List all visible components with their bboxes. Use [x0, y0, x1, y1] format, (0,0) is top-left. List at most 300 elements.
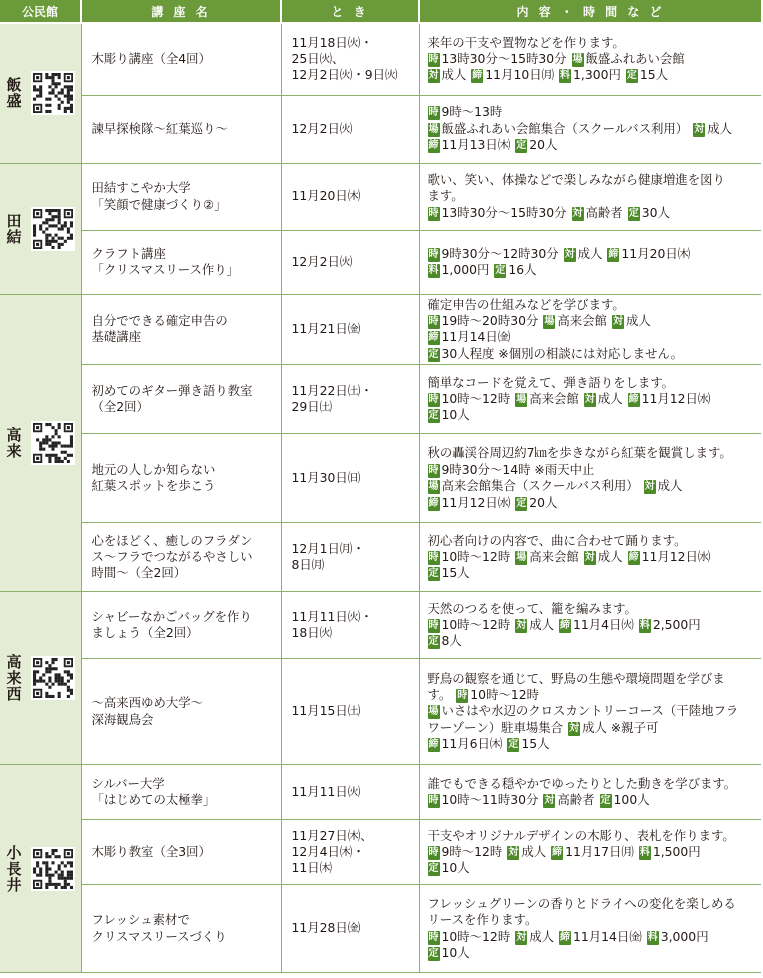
hall-name: 田結 [4, 212, 23, 245]
target-tag-icon: 対 [516, 931, 527, 943]
details-line [428, 67, 760, 83]
capacity-tag-icon: 定 [428, 568, 439, 580]
qr-code-icon[interactable] [31, 207, 75, 251]
hall-cell [0, 23, 81, 163]
date-line: 11月11日㈫・ [291, 608, 373, 624]
date-line: 11月22日㈯・ [291, 382, 373, 398]
capacity-tag-icon: 定 [626, 70, 637, 82]
detail-text: 成人 [597, 548, 623, 564]
detail-item [428, 617, 511, 632]
course-name-line: 「クリスマスリース作り」 [91, 262, 240, 277]
header-hall: 公民館 [0, 0, 81, 23]
detail-text: 初心者向けの内容で、曲に合わせて踊ります。 [427, 532, 687, 548]
detail-item [572, 205, 623, 220]
capacity-tag-icon: 定 [508, 739, 519, 751]
details-line [428, 549, 760, 565]
hall-name: 高来西 [4, 654, 23, 703]
target-tag-icon: 対 [516, 619, 527, 631]
detail-item [428, 121, 689, 136]
capacity-tag-icon: 定 [428, 636, 439, 648]
capacity-tag-icon: 定 [628, 207, 639, 219]
hall-name: 小長井 [4, 844, 23, 893]
detail-text: 成人 [657, 478, 683, 494]
detail-item [639, 844, 701, 859]
date-cell [281, 592, 419, 659]
detail-item [471, 67, 554, 82]
course-name-line: 木彫り講座（全4回） [91, 51, 211, 67]
detail-item [584, 549, 623, 564]
details-line [428, 35, 760, 51]
detail-item [428, 137, 511, 152]
details-cell [419, 163, 761, 230]
detail-item [428, 549, 511, 564]
detail-text: 簡単なコードを覚えて、弾き語りをします。 [427, 374, 675, 390]
date-line: 11月11日㈫ [291, 783, 361, 799]
deadline-tag-icon: 締 [552, 846, 563, 858]
details-cell [419, 885, 761, 973]
deadline-tag-icon: 締 [428, 140, 439, 152]
time-tag-icon: 時 [428, 795, 439, 807]
date-cell [281, 523, 419, 592]
detail-item [456, 687, 539, 702]
qr-code-icon[interactable] [31, 71, 75, 115]
detail-text: 11月14日㈮ [441, 329, 511, 345]
detail-text: 確定申告の仕組みなどを学びます。 [427, 296, 625, 312]
detail-item [428, 633, 462, 648]
date-cell [281, 230, 419, 294]
time-tag-icon: 時 [428, 551, 439, 563]
date-cell [281, 820, 419, 885]
detail-text: 高来会館集合（スクールバス利用） [441, 478, 639, 494]
detail-item [515, 929, 554, 944]
capacity-tag-icon: 定 [428, 863, 439, 875]
details-line [428, 205, 760, 221]
detail-item [494, 262, 536, 277]
date-line: 11月27日㈭、 [291, 827, 373, 843]
detail-item [428, 601, 637, 616]
detail-text: 15人 [521, 736, 550, 752]
detail-text: 11月14日㈮ [573, 928, 642, 944]
details-line [428, 137, 760, 153]
detail-text: 野鳥の観察を通じて、野鳥の生態や環境問題を学びま [427, 670, 725, 686]
detail-text: 飯盛ふれあい会館 [585, 51, 685, 67]
detail-text: 30人 [641, 204, 670, 220]
course-name-line: 深海観鳥会 [91, 711, 154, 727]
details-line [428, 329, 760, 345]
fee-tag-icon: 料 [428, 265, 439, 276]
details-line [428, 262, 760, 278]
detail-item [628, 549, 711, 564]
target-tag-icon: 対 [508, 846, 519, 858]
details-line [428, 495, 760, 511]
details-line [428, 346, 760, 362]
detail-item [428, 929, 511, 944]
details-line [428, 246, 760, 262]
table-row [0, 294, 761, 365]
detail-item [428, 565, 470, 580]
date-line: 11月30日㈰ [291, 469, 361, 485]
detail-item [428, 35, 625, 50]
detail-item [428, 860, 470, 875]
details-line [428, 736, 760, 752]
table-row [0, 163, 761, 230]
details-cell [419, 294, 761, 365]
place-tag-icon: 場 [428, 123, 439, 135]
course-name-line: シルバー大学 [91, 775, 165, 791]
target-tag-icon: 対 [584, 393, 595, 405]
fee-tag-icon: 料 [639, 619, 650, 631]
detail-item [428, 297, 625, 312]
table-row [0, 659, 761, 765]
time-tag-icon: 時 [428, 248, 439, 260]
course-name-cell [81, 294, 281, 365]
fee-tag-icon: 料 [639, 846, 650, 858]
detail-item [600, 792, 650, 807]
details-cell [419, 820, 761, 885]
detail-text: 11月4日㈫ [573, 616, 634, 632]
table-header-row [0, 0, 761, 23]
time-tag-icon: 時 [428, 464, 439, 476]
time-tag-icon: 時 [428, 931, 439, 943]
detail-item [612, 313, 651, 328]
detail-text: 成人 [521, 843, 547, 859]
details-line [428, 720, 760, 736]
detail-text: 10時～12時 [441, 390, 511, 406]
course-name-line: （全2回） [91, 399, 149, 415]
detail-text: 来年の干支や置物などを作ります。 [427, 34, 625, 50]
detail-text: 11月13日㈭ [441, 137, 511, 153]
course-name-cell [81, 659, 281, 765]
detail-item [507, 736, 549, 751]
detail-text: 100人 [613, 792, 650, 808]
detail-text: 19時～20時30分 [441, 312, 539, 328]
course-name-line: フレッシュ素材で [91, 912, 190, 928]
detail-item [428, 104, 503, 119]
detail-item [428, 375, 675, 390]
details-line [428, 945, 760, 961]
deadline-tag-icon: 締 [628, 393, 639, 405]
detail-item [428, 172, 725, 187]
details-line [428, 445, 760, 461]
course-name-cell [81, 23, 281, 95]
detail-item [428, 736, 503, 751]
header-date: と き [281, 0, 419, 23]
detail-text: 11月12日㈬ [641, 390, 711, 406]
details-cell [419, 659, 761, 765]
details-line [428, 51, 760, 67]
hall-name: 高来 [4, 426, 23, 459]
course-name-line: ～高来西ゆめ大学～ [91, 695, 204, 711]
detail-text: 11月6日㈭ [441, 736, 503, 752]
header-details: 内 容 ・ 時 間 な ど [419, 0, 761, 23]
time-tag-icon: 時 [428, 107, 439, 119]
detail-item [639, 617, 701, 632]
detail-item [428, 703, 739, 718]
detail-text: いさはや水辺のクロスカントリーコース（干陸地フラ [441, 703, 739, 719]
detail-text: 9時30分～12時30分 [441, 245, 559, 261]
course-name-line: シャビーなかごバッグを作り [91, 608, 252, 624]
hall-name: 飯盛 [4, 77, 23, 110]
date-cell [281, 23, 419, 95]
details-line [428, 601, 760, 617]
detail-item [428, 445, 732, 460]
qr-code-icon[interactable] [31, 656, 75, 700]
table-row [0, 885, 761, 973]
detail-text: 1,500円 [652, 843, 701, 859]
date-cell [281, 294, 419, 365]
detail-text: 干支やオリジナルデザインの木彫り、表札を作ります。 [427, 827, 735, 843]
deadline-tag-icon: 締 [560, 619, 570, 631]
course-name-cell [81, 523, 281, 592]
detail-item [428, 720, 564, 735]
table-row [0, 523, 761, 592]
hall-cell [0, 592, 81, 765]
course-name-line: クラフト講座 [91, 245, 166, 261]
detail-item [428, 313, 539, 328]
detail-text: 10人 [441, 945, 470, 961]
target-tag-icon: 対 [644, 481, 655, 493]
target-tag-icon: 対 [564, 248, 575, 260]
detail-text: 10時～11時30分 [441, 792, 539, 808]
details-cell [419, 230, 761, 294]
detail-text: 20人 [529, 137, 558, 153]
course-name-cell [81, 592, 281, 659]
detail-item [568, 720, 658, 735]
detail-text: 11月12日㈬ [641, 548, 711, 564]
course-name-line: 田結すこやか大学 [91, 180, 191, 196]
detail-item [626, 67, 668, 82]
detail-text: 成人 ※親子可 [582, 719, 659, 735]
details-cell [419, 95, 761, 163]
detail-text: 成人 [529, 928, 554, 944]
date-cell [281, 365, 419, 434]
detail-item [428, 495, 511, 510]
detail-item [551, 844, 634, 859]
capacity-tag-icon: 定 [428, 948, 439, 960]
detail-item [644, 478, 683, 493]
details-line [428, 121, 760, 137]
details-line [428, 633, 760, 649]
detail-item [428, 671, 725, 686]
header-course-name: 講 座 名 [81, 0, 281, 23]
time-tag-icon: 時 [428, 846, 439, 858]
detail-item [515, 391, 579, 406]
qr-code-icon[interactable] [31, 421, 75, 465]
details-line [428, 462, 760, 478]
detail-item [693, 121, 732, 136]
target-tag-icon: 対 [544, 795, 555, 807]
details-line [428, 375, 760, 391]
time-tag-icon: 時 [428, 393, 439, 405]
target-tag-icon: 対 [612, 315, 623, 327]
course-name-line: クリスマスリースづくり [91, 928, 227, 944]
detail-item [428, 844, 503, 859]
detail-item [428, 828, 735, 843]
detail-text: 高齢者 [557, 792, 595, 808]
details-line [428, 844, 760, 860]
detail-item [428, 792, 539, 807]
target-tag-icon: 対 [572, 207, 583, 219]
detail-text: 10人 [441, 860, 470, 876]
details-line [428, 297, 760, 313]
details-line [428, 792, 760, 808]
details-line [428, 929, 760, 945]
detail-text: 13時30分～15時30分 [441, 204, 567, 220]
details-line [428, 776, 760, 792]
details-line [428, 313, 760, 329]
details-cell [419, 365, 761, 434]
deadline-tag-icon: 締 [428, 497, 439, 509]
date-line: 12月4日㈭・ [291, 843, 365, 859]
hall-cell [0, 163, 81, 294]
course-name-line: 木彫り教室（全3回） [91, 843, 211, 859]
place-tag-icon: 場 [516, 551, 527, 563]
detail-item [428, 945, 470, 960]
detail-text: 11月17日㈪ [565, 843, 634, 859]
detail-item [428, 896, 736, 911]
place-tag-icon: 場 [572, 54, 583, 66]
detail-item [607, 246, 690, 261]
detail-item [428, 51, 567, 66]
detail-text: 11月20日㈭ [621, 245, 691, 261]
detail-text: フレッシュグリーンの香りとドライへの変化を楽しめる [427, 895, 736, 911]
course-name-line: 時間～（全2回） [91, 565, 187, 581]
date-line: 12月2日㈫・9日㈫ [291, 67, 398, 83]
detail-text: 成人 [707, 120, 732, 136]
date-line: 25日㈫、 [291, 51, 345, 67]
date-line: 12月2日㈫ [291, 253, 353, 269]
detail-text: 11月10日㈪ [485, 67, 554, 83]
course-name-line: 基礎講座 [91, 329, 142, 345]
detail-text: 16人 [508, 262, 537, 277]
details-cell [419, 523, 761, 592]
detail-text: 成人 [597, 390, 623, 406]
detail-item [647, 929, 709, 944]
course-name-cell [81, 885, 281, 973]
capacity-tag-icon: 定 [428, 410, 439, 422]
target-tag-icon: 対 [569, 722, 580, 734]
detail-text: 13時30分～15時30分 [441, 51, 567, 67]
details-line [428, 104, 760, 120]
course-name-cell [81, 163, 281, 230]
detail-item [564, 246, 603, 261]
detail-text: 20人 [529, 494, 558, 510]
detail-text: 歌い、笑い、体操などで楽しみながら健康増進を図り [427, 171, 725, 187]
date-cell [281, 885, 419, 973]
table-row [0, 592, 761, 659]
detail-text: 3,000円 [660, 928, 709, 944]
details-line [428, 860, 760, 876]
time-tag-icon: 時 [428, 207, 439, 219]
course-name-cell [81, 95, 281, 163]
place-tag-icon: 場 [428, 706, 439, 718]
detail-item [428, 478, 639, 493]
detail-text: す。 [427, 687, 452, 703]
course-name-line: 初めてのギター弾き語り教室 [91, 382, 253, 398]
course-name-cell [81, 765, 281, 820]
date-line: 11月20日㈭ [291, 188, 361, 204]
detail-item [428, 246, 559, 261]
detail-text: 成人 [625, 312, 651, 328]
course-name-line: 「はじめての太極拳」 [91, 792, 216, 808]
qr-code-icon[interactable] [31, 847, 75, 891]
detail-text: 30人程度 ※個別の相談には対応しません。 [441, 345, 683, 361]
course-name-line: 地元の人しか知らない [91, 461, 216, 477]
capacity-tag-icon: 定 [428, 348, 439, 360]
detail-text: 成人 [577, 245, 603, 261]
deadline-tag-icon: 締 [560, 931, 570, 943]
details-line [428, 391, 760, 407]
detail-text: 11月12日㈬ [441, 494, 511, 510]
target-tag-icon: 対 [694, 123, 705, 135]
detail-item [559, 929, 642, 944]
course-name-line: 諫早探検隊～紅葉巡り～ [91, 120, 228, 136]
date-line: 18日㈫ [291, 625, 333, 641]
table-row [0, 95, 761, 163]
detail-item [428, 687, 452, 702]
capacity-tag-icon: 定 [495, 265, 506, 276]
detail-item [428, 67, 467, 82]
date-cell [281, 163, 419, 230]
course-name-line: 紅葉スポットを歩こう [91, 478, 216, 494]
detail-item [428, 912, 538, 927]
detail-item [428, 407, 470, 422]
detail-item [428, 205, 567, 220]
course-name-cell [81, 365, 281, 434]
details-cell [419, 765, 761, 820]
table-row [0, 23, 761, 95]
details-line [428, 565, 760, 581]
date-line: 11月21日㈮ [291, 321, 361, 337]
date-cell [281, 95, 419, 163]
course-name-cell [81, 434, 281, 523]
capacity-tag-icon: 定 [600, 795, 611, 807]
time-tag-icon: 時 [428, 315, 439, 327]
place-tag-icon: 場 [544, 315, 555, 327]
detail-text: 高齢者 [585, 204, 623, 220]
date-line: 11月15日㈯ [291, 703, 361, 719]
details-line [428, 896, 760, 912]
detail-item [507, 844, 546, 859]
detail-item [428, 262, 490, 277]
details-line [428, 617, 760, 633]
date-line: 11月18日㈫・ [291, 34, 373, 50]
detail-text: 高来会館 [529, 548, 579, 564]
deadline-tag-icon: 締 [472, 70, 483, 82]
date-cell [281, 434, 419, 523]
detail-text: 1,300円 [573, 67, 621, 83]
date-cell [281, 765, 419, 820]
details-cell [419, 434, 761, 523]
detail-text: 高来会館 [529, 390, 579, 406]
detail-item [584, 391, 623, 406]
detail-text: 8人 [441, 633, 462, 649]
date-line: 12月2日㈫ [291, 120, 353, 136]
detail-text: 10人 [441, 407, 470, 423]
detail-item [515, 617, 554, 632]
detail-item [559, 67, 621, 82]
table-row [0, 365, 761, 434]
course-name-line: 心をほどく、癒しのフラダン [91, 532, 253, 548]
deadline-tag-icon: 締 [628, 551, 639, 563]
detail-text: 9時30分～14時 ※雨天中止 [441, 461, 595, 477]
detail-item [628, 391, 711, 406]
course-name-line: ましょう（全2回） [91, 625, 199, 641]
hall-cell [0, 294, 81, 592]
date-line: 29日㈯ [291, 399, 333, 415]
detail-text: 秋の轟渓谷周辺約7㎞を歩きながら紅葉を観賞します。 [427, 445, 732, 461]
detail-text: リースを作ります。 [427, 912, 538, 928]
